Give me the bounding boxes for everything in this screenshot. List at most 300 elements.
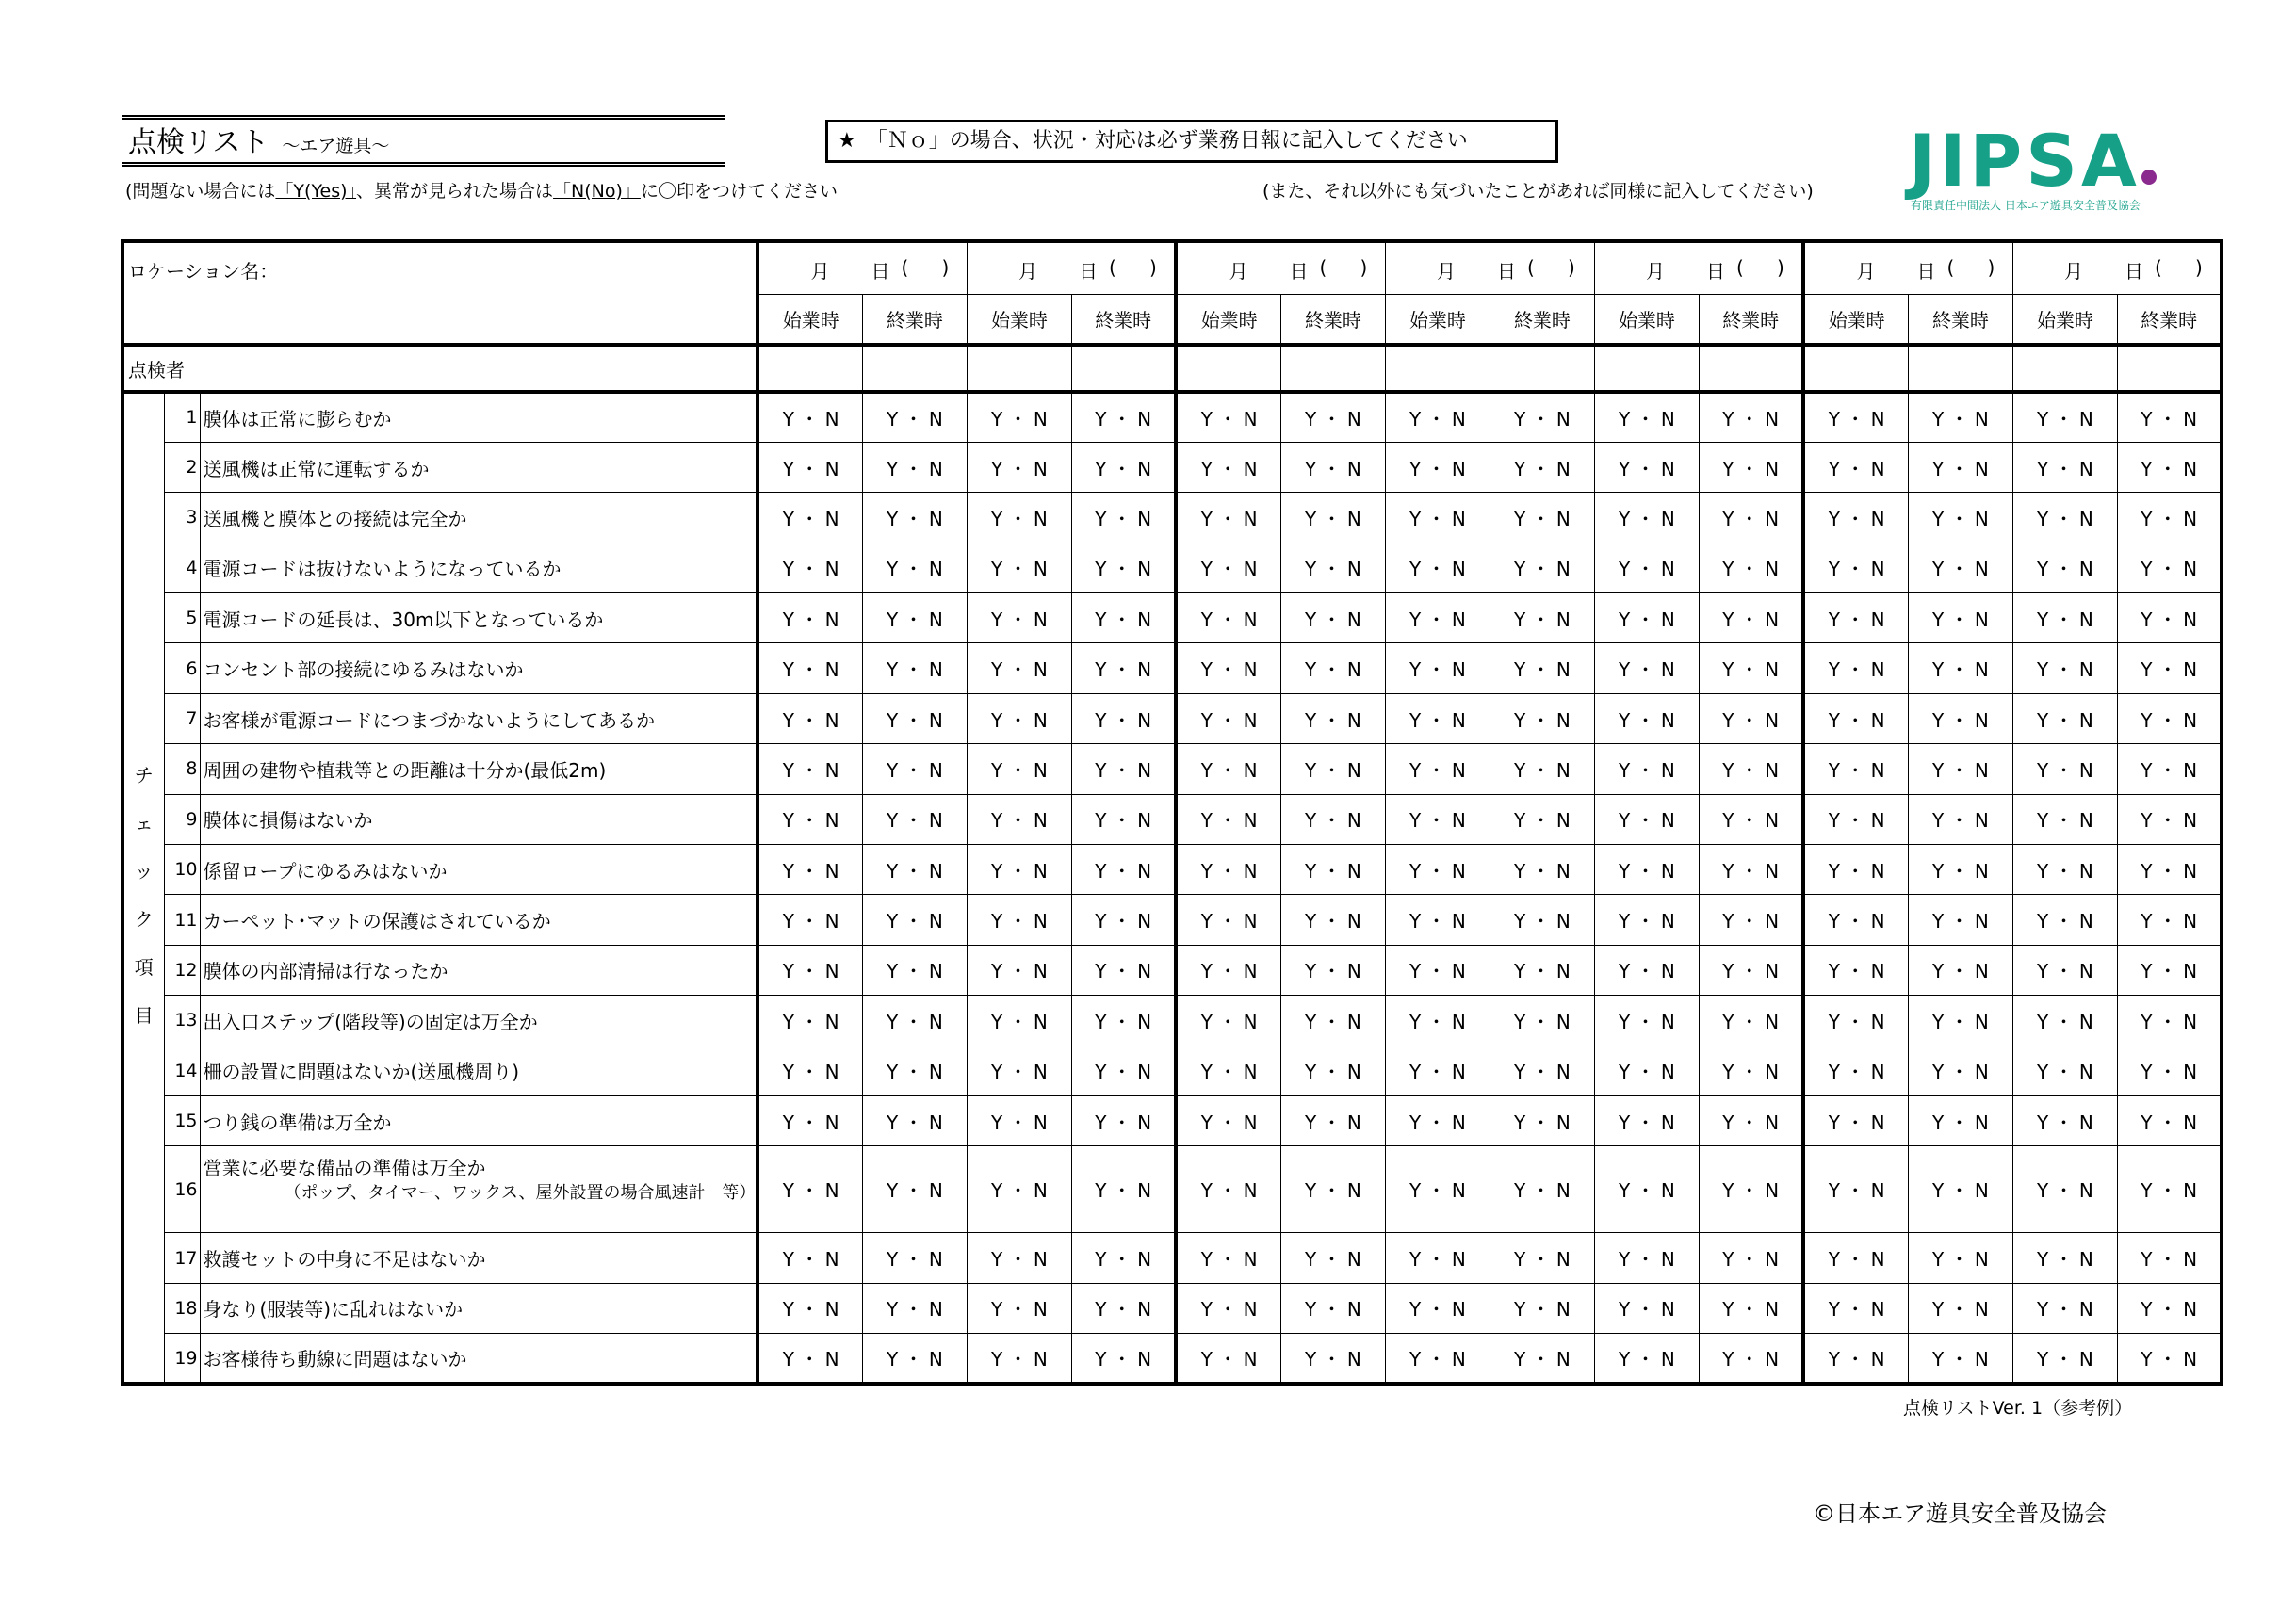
yn-cell[interactable]: Y ・ N [757,643,862,693]
yn-cell[interactable]: Y ・ N [1594,744,1699,794]
yn-cell[interactable]: Y ・ N [1908,794,2012,844]
yn-cell[interactable]: Y ・ N [2012,493,2117,543]
yn-cell[interactable]: Y ・ N [1176,1233,1280,1283]
yn-cell[interactable]: Y ・ N [2012,744,2117,794]
yn-cell[interactable]: Y ・ N [1071,1334,1176,1384]
yn-cell[interactable]: Y ・ N [862,1283,967,1333]
yn-cell[interactable]: Y ・ N [1071,1046,1176,1095]
yn-cell[interactable]: Y ・ N [1071,794,1176,844]
yn-cell[interactable]: Y ・ N [1490,493,1594,543]
yn-cell[interactable]: Y ・ N [1699,1146,1803,1233]
shift-start-header: 始業時 [967,294,1071,345]
yn-cell[interactable]: Y ・ N [967,1334,1071,1384]
yn-cell[interactable]: Y ・ N [1176,845,1280,895]
inspector-cell[interactable] [1699,345,1803,392]
yn-cell[interactable]: Y ・ N [862,1233,967,1283]
yn-cell[interactable]: Y ・ N [862,1146,967,1233]
yn-cell[interactable]: Y ・ N [1699,744,1803,794]
yn-cell[interactable]: Y ・ N [1803,895,1908,945]
yn-cell[interactable]: Y ・ N [1699,845,1803,895]
yn-cell[interactable]: Y ・ N [1490,895,1594,945]
yn-cell[interactable]: Y ・ N [2117,543,2222,592]
yn-cell[interactable]: Y ・ N [1594,845,1699,895]
yn-cell[interactable]: Y ・ N [757,996,862,1046]
yn-cell[interactable]: Y ・ N [1908,693,2012,743]
yn-cell[interactable]: Y ・ N [1071,1146,1176,1233]
yn-cell[interactable]: Y ・ N [1490,543,1594,592]
yn-cell[interactable]: Y ・ N [1280,996,1385,1046]
inspector-cell[interactable] [1908,345,2012,392]
yn-cell[interactable]: Y ・ N [2117,1146,2222,1233]
yn-cell[interactable]: Y ・ N [1908,1283,2012,1333]
yn-cell[interactable]: Y ・ N [1594,1046,1699,1095]
yn-cell[interactable]: Y ・ N [1699,794,1803,844]
yn-cell[interactable]: Y ・ N [1280,794,1385,844]
yn-cell[interactable]: Y ・ N [1176,392,1280,442]
yn-cell[interactable]: Y ・ N [1594,693,1699,743]
yn-cell[interactable]: Y ・ N [1803,1334,1908,1384]
yn-cell[interactable]: Y ・ N [1385,1283,1490,1333]
yn-cell[interactable]: Y ・ N [1280,895,1385,945]
yn-cell[interactable]: Y ・ N [2012,794,2117,844]
yn-cell[interactable]: Y ・ N [1908,744,2012,794]
yn-cell[interactable]: Y ・ N [1385,693,1490,743]
yn-cell[interactable]: Y ・ N [1385,493,1490,543]
yn-cell[interactable]: Y ・ N [1071,1095,1176,1145]
yn-cell[interactable]: Y ・ N [967,1095,1071,1145]
yn-cell[interactable]: Y ・ N [1699,945,1803,995]
inspector-cell[interactable] [1594,345,1699,392]
yn-cell[interactable]: Y ・ N [862,1046,967,1095]
yn-cell[interactable]: Y ・ N [2117,1095,2222,1145]
yn-cell[interactable]: Y ・ N [967,493,1071,543]
yn-cell[interactable]: Y ・ N [1594,593,1699,643]
yn-cell[interactable]: Y ・ N [1385,643,1490,693]
yn-cell[interactable]: Y ・ N [1594,392,1699,442]
yn-cell[interactable]: Y ・ N [1280,693,1385,743]
yn-cell[interactable]: Y ・ N [967,442,1071,492]
yn-cell[interactable]: Y ・ N [967,895,1071,945]
yn-cell[interactable]: Y ・ N [1385,442,1490,492]
yn-cell[interactable]: Y ・ N [967,543,1071,592]
yn-cell[interactable]: Y ・ N [967,744,1071,794]
yn-cell[interactable]: Y ・ N [1699,1095,1803,1145]
yn-cell[interactable]: Y ・ N [1176,1046,1280,1095]
yn-cell[interactable]: Y ・ N [1594,1095,1699,1145]
item-text: 身なり(服装等)に乱れはないか [200,1283,757,1333]
yn-cell[interactable]: Y ・ N [1176,1334,1280,1384]
yn-cell[interactable]: Y ・ N [2117,693,2222,743]
yn-cell[interactable]: Y ・ N [1176,442,1280,492]
yn-cell[interactable]: Y ・ N [757,392,862,442]
yn-cell[interactable]: Y ・ N [1176,1095,1280,1145]
yn-cell[interactable]: Y ・ N [1908,1046,2012,1095]
yn-cell[interactable]: Y ・ N [1908,945,2012,995]
yn-cell[interactable]: Y ・ N [1699,543,1803,592]
yn-cell[interactable]: Y ・ N [2117,442,2222,492]
yn-cell[interactable]: Y ・ N [757,1283,862,1333]
yn-cell[interactable]: Y ・ N [2012,1095,2117,1145]
yn-cell[interactable]: Y ・ N [1280,543,1385,592]
yn-cell[interactable]: Y ・ N [1908,1095,2012,1145]
yn-cell[interactable]: Y ・ N [2117,794,2222,844]
yn-cell[interactable]: Y ・ N [1176,693,1280,743]
yn-cell[interactable]: Y ・ N [1594,1283,1699,1333]
yn-cell[interactable]: Y ・ N [757,744,862,794]
yn-cell[interactable]: Y ・ N [1803,543,1908,592]
yn-cell[interactable]: Y ・ N [1699,1046,1803,1095]
yn-cell[interactable]: Y ・ N [1699,643,1803,693]
yn-cell[interactable]: Y ・ N [1385,392,1490,442]
yn-cell[interactable]: Y ・ N [1385,996,1490,1046]
yn-cell[interactable]: Y ・ N [1385,593,1490,643]
yn-cell[interactable]: Y ・ N [967,794,1071,844]
yn-cell[interactable]: Y ・ N [1594,493,1699,543]
location-cell[interactable] [122,241,757,345]
yn-cell[interactable]: Y ・ N [1594,1233,1699,1283]
yn-cell[interactable]: Y ・ N [967,1233,1071,1283]
yn-cell[interactable]: Y ・ N [1490,945,1594,995]
inspector-cell[interactable] [967,345,1071,392]
yn-cell[interactable]: Y ・ N [1280,593,1385,643]
inspector-cell[interactable] [1071,345,1176,392]
yn-cell[interactable]: Y ・ N [1071,442,1176,492]
inspector-cell[interactable] [1803,345,1908,392]
item-number: 2 [164,442,200,492]
yn-cell[interactable]: Y ・ N [2117,1046,2222,1095]
yn-cell[interactable]: Y ・ N [1176,895,1280,945]
shift-end-header: 終業時 [1490,294,1594,345]
yn-cell[interactable]: Y ・ N [1594,643,1699,693]
yn-cell[interactable]: Y ・ N [1490,1095,1594,1145]
yn-cell[interactable]: Y ・ N [967,845,1071,895]
yn-cell[interactable]: Y ・ N [1176,643,1280,693]
yn-cell[interactable]: Y ・ N [757,895,862,945]
yn-cell[interactable]: Y ・ N [2012,643,2117,693]
yn-cell[interactable]: Y ・ N [862,845,967,895]
yn-cell[interactable]: Y ・ N [967,1146,1071,1233]
yn-cell[interactable]: Y ・ N [1176,1283,1280,1333]
yn-cell[interactable]: Y ・ N [1071,895,1176,945]
yn-cell[interactable]: Y ・ N [1280,845,1385,895]
yn-cell[interactable]: Y ・ N [1594,442,1699,492]
yn-cell[interactable]: Y ・ N [2012,593,2117,643]
yn-cell[interactable]: Y ・ N [1490,593,1594,643]
yn-cell[interactable]: Y ・ N [757,1334,862,1384]
yn-cell[interactable]: Y ・ N [2117,1233,2222,1283]
yn-cell[interactable]: Y ・ N [1385,1095,1490,1145]
yn-cell[interactable]: Y ・ N [862,895,967,945]
yn-cell[interactable]: Y ・ N [1176,945,1280,995]
inspector-cell[interactable] [1385,345,1490,392]
shift-end-header: 終業時 [2117,294,2222,345]
yn-cell[interactable]: Y ・ N [862,493,967,543]
yn-cell[interactable]: Y ・ N [757,1233,862,1283]
yn-cell[interactable]: Y ・ N [757,543,862,592]
yn-cell[interactable]: Y ・ N [2117,895,2222,945]
yn-cell[interactable]: Y ・ N [967,1283,1071,1333]
yn-cell[interactable]: Y ・ N [1803,643,1908,693]
yn-cell[interactable]: Y ・ N [1176,794,1280,844]
yn-cell[interactable]: Y ・ N [1490,1146,1594,1233]
yn-cell[interactable]: Y ・ N [2117,845,2222,895]
yn-cell[interactable]: Y ・ N [862,945,967,995]
yn-cell[interactable]: Y ・ N [1490,996,1594,1046]
yn-cell[interactable]: Y ・ N [1385,1233,1490,1283]
yn-cell[interactable]: Y ・ N [1699,1283,1803,1333]
yn-cell[interactable]: Y ・ N [1490,643,1594,693]
yn-cell[interactable]: Y ・ N [1280,392,1385,442]
yn-cell[interactable]: Y ・ N [1594,895,1699,945]
yn-cell[interactable]: Y ・ N [1699,996,1803,1046]
yn-cell[interactable]: Y ・ N [1071,593,1176,643]
yn-cell[interactable]: Y ・ N [1803,493,1908,543]
yn-cell[interactable]: Y ・ N [1803,1233,1908,1283]
item-number: 18 [164,1283,200,1333]
yn-cell[interactable]: Y ・ N [862,442,967,492]
yn-cell[interactable]: Y ・ N [1385,1146,1490,1233]
yn-cell[interactable]: Y ・ N [1490,1046,1594,1095]
date-cell[interactable] [2012,241,2222,294]
yn-cell[interactable]: Y ・ N [1385,845,1490,895]
yn-cell[interactable]: Y ・ N [1803,945,1908,995]
yn-cell[interactable]: Y ・ N [1699,593,1803,643]
yn-cell[interactable]: Y ・ N [1803,1146,1908,1233]
inspector-cell[interactable] [1490,345,1594,392]
yn-cell[interactable]: Y ・ N [1176,593,1280,643]
yn-cell[interactable]: Y ・ N [2012,945,2117,995]
yn-cell[interactable]: Y ・ N [1280,442,1385,492]
yn-cell[interactable]: Y ・ N [2117,1334,2222,1384]
logo-text: JIPSA [1909,119,2141,203]
yn-cell[interactable]: Y ・ N [2117,1283,2222,1333]
date-cell[interactable] [1803,241,2012,294]
yn-cell[interactable]: Y ・ N [1803,392,1908,442]
yn-cell[interactable]: Y ・ N [1385,744,1490,794]
yn-cell[interactable]: Y ・ N [1280,744,1385,794]
inspector-cell[interactable] [757,345,862,392]
yn-cell[interactable]: Y ・ N [1803,996,1908,1046]
yn-cell[interactable]: Y ・ N [1071,1283,1176,1333]
inspector-label: 点検者 [122,345,757,392]
yn-cell[interactable]: Y ・ N [2117,593,2222,643]
item-text: お客様待ち動線に問題はないか [200,1334,757,1384]
header-row-dates [122,241,2222,294]
yn-cell[interactable]: Y ・ N [862,693,967,743]
title-rule-top [122,115,725,120]
date-p: ( [1946,256,1955,279]
inspector-cell[interactable] [862,345,967,392]
yn-cell[interactable]: Y ・ N [757,493,862,543]
yn-cell[interactable]: Y ・ N [1490,693,1594,743]
yn-cell[interactable]: Y ・ N [1280,1046,1385,1095]
yn-cell[interactable]: Y ・ N [1594,794,1699,844]
yn-cell[interactable]: Y ・ N [2012,1283,2117,1333]
yn-cell[interactable]: Y ・ N [1699,1334,1803,1384]
yn-cell[interactable]: Y ・ N [1908,543,2012,592]
inspector-cell[interactable] [2012,345,2117,392]
yn-cell[interactable]: Y ・ N [1908,996,2012,1046]
yn-cell[interactable]: Y ・ N [2012,1146,2117,1233]
yn-cell[interactable]: Y ・ N [1699,392,1803,442]
yn-cell[interactable]: Y ・ N [967,693,1071,743]
yn-cell[interactable]: Y ・ N [1490,845,1594,895]
yn-cell[interactable]: Y ・ N [1908,1146,2012,1233]
yn-cell[interactable]: Y ・ N [2012,392,2117,442]
yn-cell[interactable]: Y ・ N [1803,693,1908,743]
yn-cell[interactable]: Y ・ N [1280,1146,1385,1233]
yn-cell[interactable]: Y ・ N [1280,1233,1385,1283]
inspector-cell[interactable] [1280,345,1385,392]
yn-cell[interactable]: Y ・ N [967,392,1071,442]
yn-cell[interactable]: Y ・ N [1908,442,2012,492]
yn-cell[interactable]: Y ・ N [1908,845,2012,895]
yn-cell[interactable]: Y ・ N [1280,643,1385,693]
yn-cell[interactable]: Y ・ N [862,744,967,794]
yn-cell[interactable]: Y ・ N [1594,1334,1699,1384]
yn-cell[interactable]: Y ・ N [2012,543,2117,592]
yn-cell[interactable]: Y ・ N [1490,1233,1594,1283]
yn-cell[interactable]: Y ・ N [1699,493,1803,543]
yn-cell[interactable]: Y ・ N [1385,1334,1490,1384]
yn-cell[interactable]: Y ・ N [862,1334,967,1384]
yn-cell[interactable]: Y ・ N [2117,493,2222,543]
yn-cell[interactable]: Y ・ N [757,693,862,743]
yn-cell[interactable]: Y ・ N [1908,593,2012,643]
yn-cell[interactable]: Y ・ N [1385,945,1490,995]
yn-cell[interactable]: Y ・ N [757,845,862,895]
yn-cell[interactable]: Y ・ N [1071,643,1176,693]
yn-cell[interactable]: Y ・ N [1803,794,1908,844]
yn-cell[interactable]: Y ・ N [1803,1095,1908,1145]
yn-cell[interactable]: Y ・ N [1071,543,1176,592]
yn-cell[interactable]: Y ・ N [757,794,862,844]
yn-cell[interactable]: Y ・ N [1385,543,1490,592]
yn-cell[interactable]: Y ・ N [1071,945,1176,995]
yn-cell[interactable]: Y ・ N [1385,794,1490,844]
yn-cell[interactable]: Y ・ N [1908,493,2012,543]
yn-cell[interactable]: Y ・ N [1490,392,1594,442]
yn-cell[interactable]: Y ・ N [1803,845,1908,895]
yn-cell[interactable]: Y ・ N [1280,945,1385,995]
yn-cell[interactable]: Y ・ N [2117,744,2222,794]
yn-cell[interactable]: Y ・ N [2012,1233,2117,1283]
yn-cell[interactable]: Y ・ N [1594,996,1699,1046]
yn-cell[interactable]: Y ・ N [1908,392,2012,442]
yn-cell[interactable]: Y ・ N [1699,442,1803,492]
yn-cell[interactable]: Y ・ N [1280,1283,1385,1333]
yn-cell[interactable]: Y ・ N [1176,1146,1280,1233]
yn-cell[interactable]: Y ・ N [1071,845,1176,895]
date-cell[interactable] [967,241,1176,294]
yn-cell[interactable]: Y ・ N [1071,744,1176,794]
yn-cell[interactable]: Y ・ N [1176,996,1280,1046]
yn-cell[interactable]: Y ・ N [1176,744,1280,794]
yn-cell[interactable]: Y ・ N [862,543,967,592]
yn-cell[interactable]: Y ・ N [862,643,967,693]
yn-cell[interactable]: Y ・ N [757,945,862,995]
yn-cell[interactable]: Y ・ N [1071,1233,1176,1283]
yn-cell[interactable]: Y ・ N [1280,493,1385,543]
yn-cell[interactable]: Y ・ N [967,1046,1071,1095]
yn-cell[interactable]: Y ・ N [2117,643,2222,693]
yn-cell[interactable]: Y ・ N [862,794,967,844]
yn-cell[interactable]: Y ・ N [2012,996,2117,1046]
yn-cell[interactable]: Y ・ N [757,593,862,643]
inspector-cell[interactable] [2117,345,2222,392]
yn-cell[interactable]: Y ・ N [1594,945,1699,995]
yn-cell[interactable]: Y ・ N [1803,442,1908,492]
yn-cell[interactable]: Y ・ N [862,1095,967,1145]
yn-cell[interactable]: Y ・ N [1908,895,2012,945]
yn-cell[interactable]: Y ・ N [757,442,862,492]
yn-cell[interactable]: Y ・ N [2012,693,2117,743]
yn-cell[interactable]: Y ・ N [1594,1146,1699,1233]
yn-cell[interactable]: Y ・ N [1803,744,1908,794]
date-cell[interactable] [757,241,967,294]
yn-cell[interactable]: Y ・ N [967,996,1071,1046]
yn-cell[interactable]: Y ・ N [1803,593,1908,643]
inspector-cell[interactable] [1176,345,1280,392]
yn-cell[interactable]: Y ・ N [2012,845,2117,895]
yn-cell[interactable]: Y ・ N [1071,693,1176,743]
yn-cell[interactable]: Y ・ N [967,643,1071,693]
yn-cell[interactable]: Y ・ N [2012,442,2117,492]
yn-cell[interactable]: Y ・ N [862,392,967,442]
yn-cell[interactable]: Y ・ N [2117,392,2222,442]
yn-cell[interactable]: Y ・ N [1490,1283,1594,1333]
yn-cell[interactable]: Y ・ N [757,1046,862,1095]
yn-cell[interactable]: Y ・ N [1699,693,1803,743]
yn-cell[interactable]: Y ・ N [1908,1233,2012,1283]
date-cell[interactable] [1385,241,1594,294]
yn-cell[interactable]: Y ・ N [2012,1334,2117,1384]
yn-cell[interactable]: Y ・ N [862,996,967,1046]
yn-cell[interactable]: Y ・ N [1594,543,1699,592]
yn-cell[interactable]: Y ・ N [1803,1046,1908,1095]
yn-cell[interactable]: Y ・ N [1908,1334,2012,1384]
yn-cell[interactable]: Y ・ N [2012,895,2117,945]
yn-cell[interactable]: Y ・ N [1071,392,1176,442]
yn-cell[interactable]: Y ・ N [2117,945,2222,995]
yn-cell[interactable]: Y ・ N [757,1095,862,1145]
date-cell[interactable] [1594,241,1803,294]
yn-cell[interactable]: Y ・ N [1071,996,1176,1046]
yn-cell[interactable]: Y ・ N [1699,895,1803,945]
yn-cell[interactable]: Y ・ N [1280,1095,1385,1145]
yn-cell[interactable]: Y ・ N [1490,1334,1594,1384]
yn-cell[interactable]: Y ・ N [1699,1233,1803,1283]
yn-cell[interactable]: Y ・ N [1490,794,1594,844]
yn-cell[interactable]: Y ・ N [967,593,1071,643]
yn-cell[interactable]: Y ・ N [2012,1046,2117,1095]
date-cell[interactable] [1176,241,1385,294]
yn-cell[interactable]: Y ・ N [1176,543,1280,592]
yn-cell[interactable]: Y ・ N [1385,1046,1490,1095]
yn-cell[interactable]: Y ・ N [2117,996,2222,1046]
yn-cell[interactable]: Y ・ N [967,945,1071,995]
yn-cell[interactable]: Y ・ N [1071,493,1176,543]
yn-cell[interactable]: Y ・ N [1490,744,1594,794]
yn-cell[interactable]: Y ・ N [1803,1283,1908,1333]
yn-cell[interactable]: Y ・ N [1280,1334,1385,1384]
yn-cell[interactable]: Y ・ N [757,1146,862,1233]
yn-cell[interactable]: Y ・ N [1490,442,1594,492]
yn-cell[interactable]: Y ・ N [1908,643,2012,693]
yn-cell[interactable]: Y ・ N [862,593,967,643]
yn-cell[interactable]: Y ・ N [1176,493,1280,543]
yn-cell[interactable]: Y ・ N [1385,895,1490,945]
